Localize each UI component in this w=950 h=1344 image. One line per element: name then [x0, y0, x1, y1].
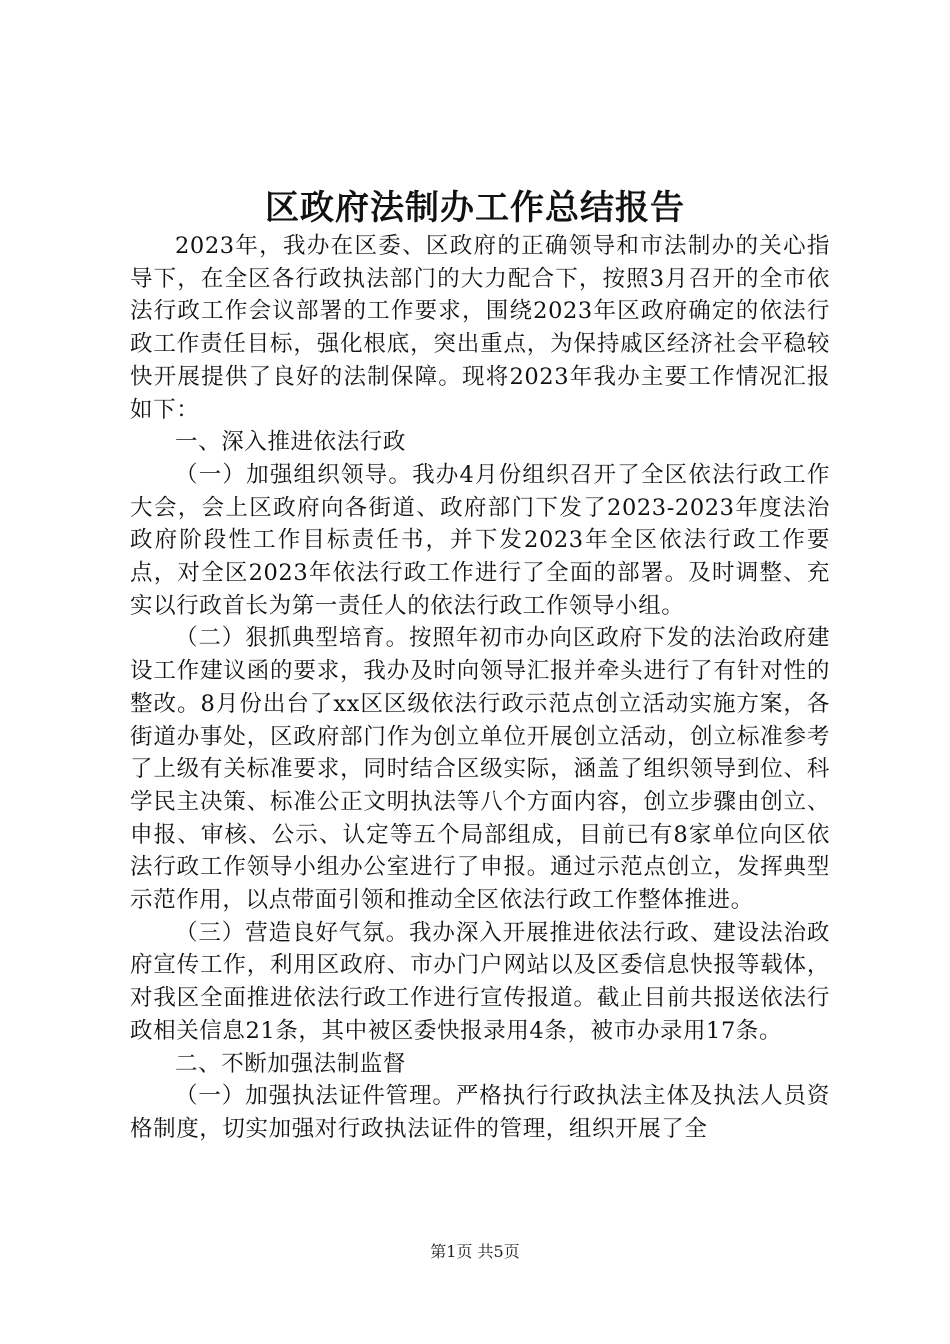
paragraph-model-cultivation: （二）狠抓典型培育。按照年初市办向区政府下发的法治政府建设工作建议函的要求，我办及时向领导汇报并牵头进行了有针对性的整改。8月份出台了xx区区级依法行政示范点创立活动实施方案，各街道办事处，区政府部门作为创立单位开展创立活动，创立标准参考了上级有关标准要求，同时结合区级实际，涵盖了组织领导到位、科学民主决策、标准公正文明执法等八个方面内容，创立步骤由创立、申报、审核、公示、认定等五个局部组成，目前已有8家单位向区依法行政工作领导小组办公室进行了申报。通过示范点创立，发挥典型示范作用，以点带面引领和推动全区依法行政工作整体推进。 [130, 625, 830, 914]
document-body [130, 230, 830, 1146]
section-heading-1: 一、深入推进依法行政 [175, 429, 407, 456]
document-title: 区政府法制办工作总结报告 [265, 188, 685, 228]
page-footer: 第1页 共5页 [430, 1242, 520, 1261]
section-heading-2: 二、不断加强法制监督 [175, 1050, 407, 1077]
intro-paragraph: 2023年，我办在区委、区政府的正确领导和市法制办的关心指导下，在全区各行政执法部门的大力配合下，按照3月召开的全市依法行政工作会议部署的工作要求，围绕2023年区政府确定的依法行政工作责任目标，强化根底，突出重点，为保持戚区经济社会平稳较快开展提供了良好的法制保障。现将2023年我办主要工作情况汇报如下： [130, 233, 830, 423]
paragraph-atmosphere: （三）营造良好气氛。我办深入开展推进依法行政、建设法治政府宣传工作，利用区政府、市办门户网站以及区委信息快报等载体，对我区全面推进依法行政工作进行宣传报道。截止目前共报送依法行政相关信息21条，其中被区委快报录用4条，被市办录用17条。 [130, 919, 830, 1044]
paragraph-organization: （一）加强组织领导。我办4月份组织召开了全区依法行政工作大会，会上区政府向各街道、政府部门下发了2023-2023年度法治政府阶段性工作目标责任书，并下发2023年全区依法行政工作要点，对全区2023年依法行政工作进行了全面的部署。及时调整、充实以行政首长为第一责任人的依法行政工作领导小组。 [130, 461, 830, 619]
paragraph-certificate-management: （一）加强执法证件管理。严格执行行政执法主体及执法人员资格制度，切实加强对行政执法证件的管理，组织开展了全 [130, 1083, 830, 1142]
